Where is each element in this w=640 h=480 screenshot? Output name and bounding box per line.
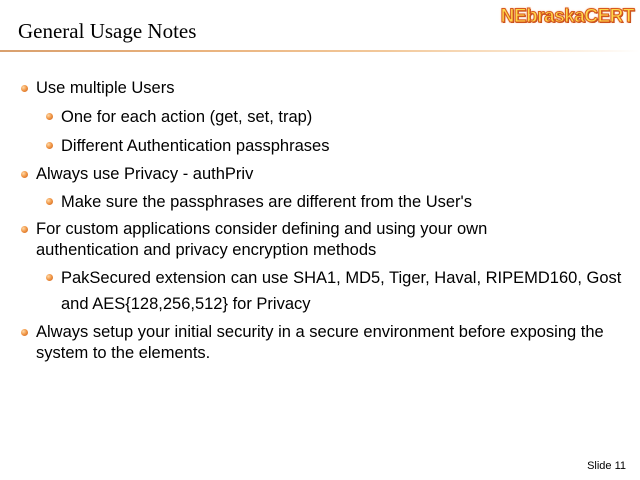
bullet-text: Always setup your initial security in a secure environment before exposing the system to the elements. (36, 323, 604, 362)
bullet-dot-icon (21, 329, 28, 336)
bullet-dot-icon (21, 226, 28, 233)
bullet-item (36, 78, 630, 99)
bullet-dot-icon (46, 113, 53, 120)
bullet-text: Always use Privacy - authPriv (36, 165, 254, 183)
bullet-dot-icon (21, 85, 28, 92)
bullet-dot-icon (21, 171, 28, 178)
bullet-text: One for each action (get, set, trap) (61, 108, 313, 126)
bullet-dot-icon (46, 274, 53, 281)
nebraskacert-logo: NEbraskaCERT (500, 6, 634, 27)
slide-number: Slide 11 (587, 460, 626, 472)
bullet-item (36, 219, 536, 261)
bullet-text: Different Authentication passphrases (61, 137, 330, 155)
bullet-dot-icon (46, 198, 53, 205)
slide-title: General Usage Notes (18, 19, 197, 43)
bullet-dot-icon (46, 142, 53, 149)
bullet-text: Make sure the passphrases are different from the User's (61, 193, 472, 211)
sub-bullet-item (61, 189, 630, 215)
bullet-item (36, 322, 630, 364)
bullet-text: Use multiple Users (36, 79, 175, 97)
bullet-text: PakSecured extension can use SHA1, MD5, Tiger, Haval, RIPEMD160, Gost and AES{128,256,512} for Privacy (61, 269, 622, 313)
bullet-item (36, 164, 630, 185)
sub-bullet-item (61, 104, 630, 130)
sub-bullet-item (61, 265, 630, 317)
sub-bullet-item (61, 133, 630, 159)
bullet-text: For custom applications consider defining and using your own authentication and privacy encryption methods (36, 220, 488, 259)
